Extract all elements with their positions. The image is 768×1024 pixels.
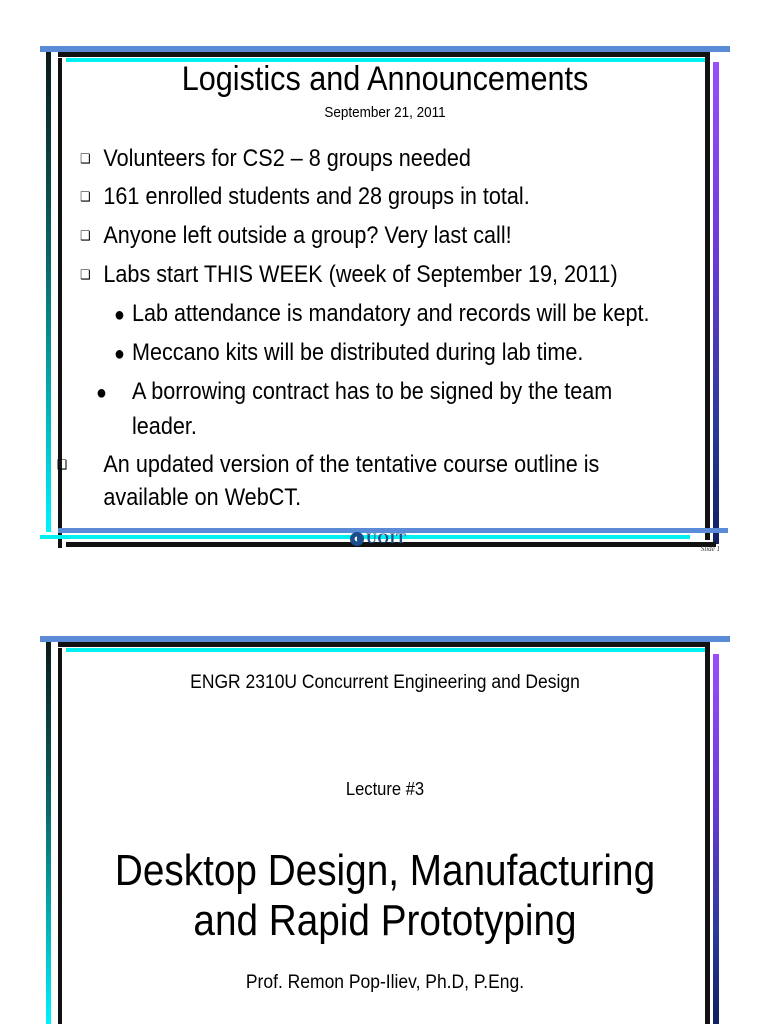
lecture-title [81, 846, 688, 946]
bullet-item: ❑ 161 enrolled students and 28 groups in total. [80, 180, 638, 213]
uoit-logo-icon: ◐ [350, 532, 364, 546]
bullet-item: ❑ Labs start THIS WEEK (week of September 19, 2011) [80, 258, 638, 291]
checkbox-bullet-icon: ❑ [80, 228, 91, 243]
bullet-item: ❑ Volunteers for CS2 – 8 groups needed [80, 142, 638, 175]
sub-bullet-item: ● Meccano kits will be distributed during lab time. [114, 336, 654, 371]
course-name: ENGR 2310U Concurrent Engineering and Design [190, 672, 580, 693]
frame-top-black-bar [58, 52, 708, 57]
uoit-logo [350, 529, 406, 549]
frame-right-black-bar [705, 52, 710, 540]
lecture-title-line-1: Desktop Design, Manufacturing [114, 846, 656, 895]
frame-top-black-bar [58, 642, 708, 647]
bullet-item: ❑ An updated version of the tentative course outline is available on WebCT. [80, 448, 684, 514]
sub-bullet-item: ● Lab attendance is mandatory and records will be kept. [114, 297, 654, 332]
lecture-number: Lecture #3 [345, 779, 425, 799]
slide-2 [0, 630, 768, 1024]
slide-date: September 21, 2011 [324, 104, 446, 121]
frame-right-purple-bar [713, 62, 719, 544]
dot-bullet-icon: ● [114, 343, 125, 365]
logo-text: UOIT [366, 530, 407, 547]
checkbox-bullet-icon: ❑ [80, 267, 91, 282]
frame-right-purple-bar [713, 654, 719, 1024]
frame-right-black-bar [705, 642, 710, 1024]
frame-left-black-bar [58, 648, 62, 1024]
slide-number: Slide 1 [700, 545, 720, 553]
bullet-item: ❑ Anyone left outside a group? Very last call! [80, 219, 638, 252]
frame-left-gradient-bar [46, 642, 51, 1024]
frame-top-cyan-bar [66, 648, 706, 652]
frame-left-gradient-bar [46, 52, 51, 532]
checkbox-bullet-icon: ❑ [56, 457, 68, 472]
slide-title: Logistics and Announcements [181, 60, 589, 98]
dot-bullet-icon: ● [96, 382, 107, 404]
lecture-title-line-2: and Rapid Prototyping [193, 896, 577, 945]
checkbox-bullet-icon: ❑ [80, 189, 91, 204]
checkbox-bullet-icon: ❑ [80, 151, 91, 166]
professor-name: Prof. Remon Pop-Iliev, Ph.D, P.Eng. [245, 972, 525, 993]
dot-bullet-icon: ● [114, 304, 125, 326]
sub-bullet-item: ● A borrowing contract has to be signed by the team leader. [96, 378, 613, 440]
